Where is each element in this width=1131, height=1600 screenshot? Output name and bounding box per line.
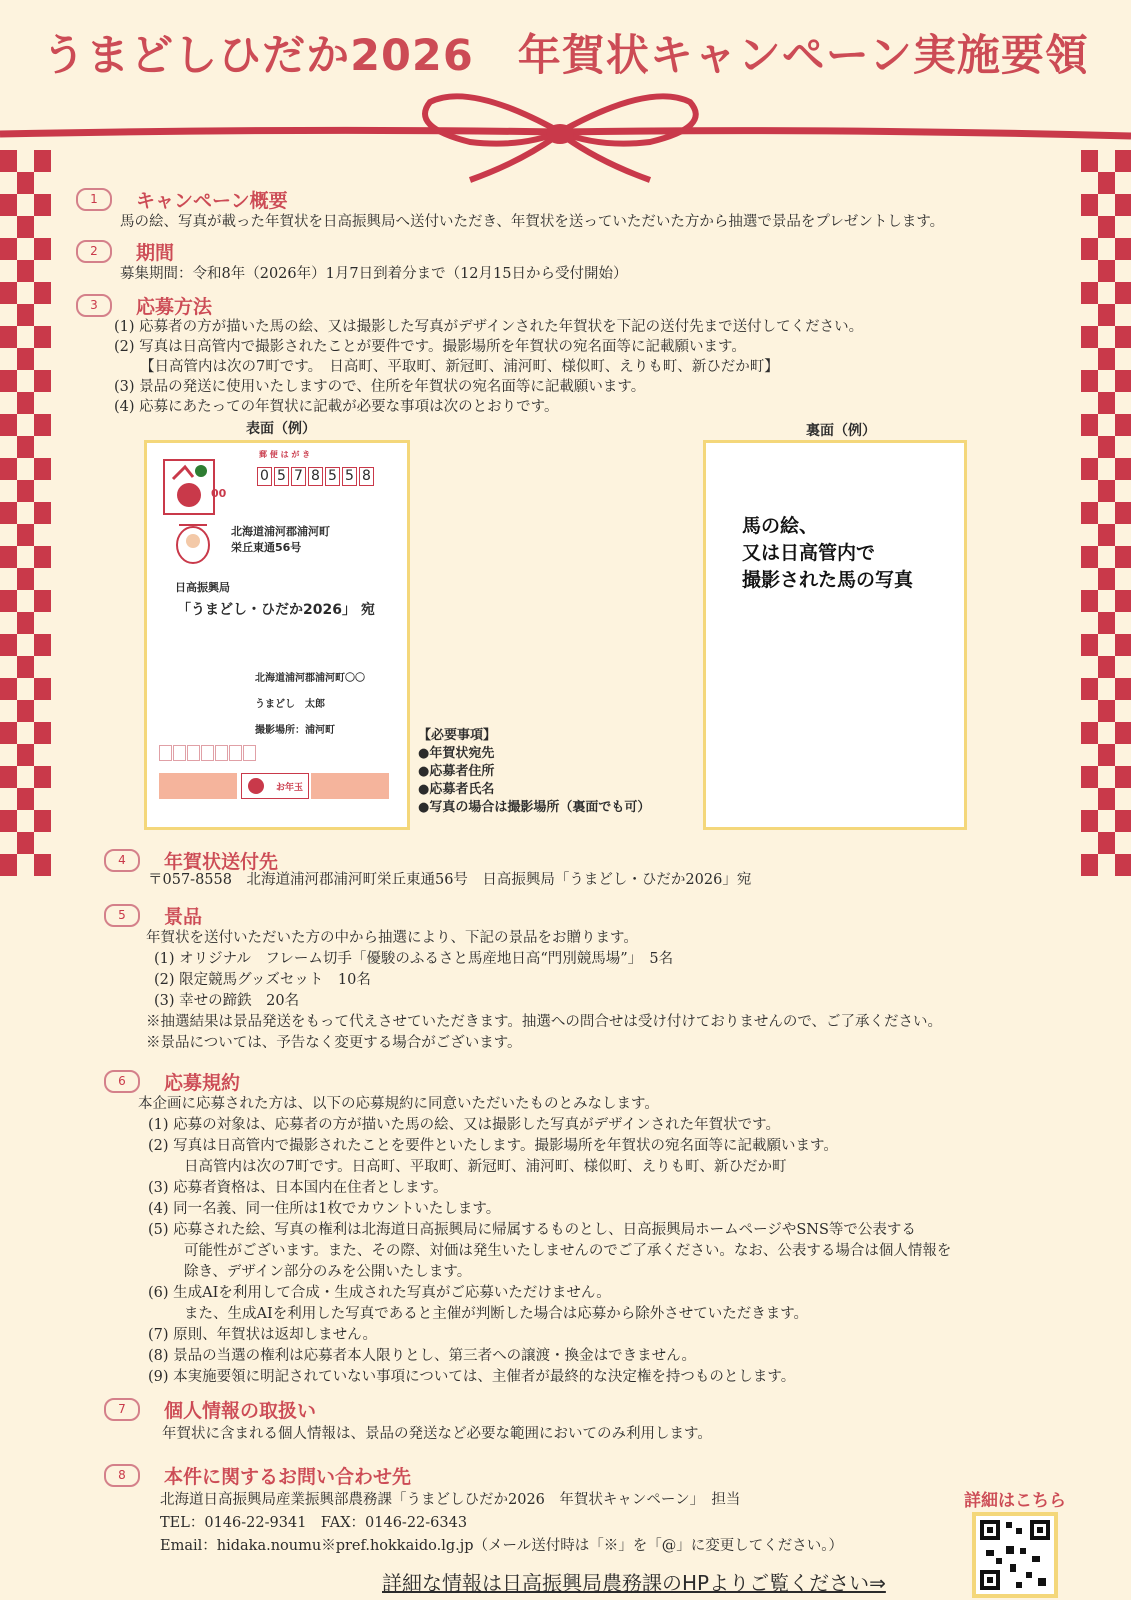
checker-square [1098, 216, 1115, 238]
checker-square [1081, 238, 1098, 260]
postal-digit: 0 [257, 467, 272, 486]
front-postcard-example [144, 440, 410, 830]
section-3-line: (2) 写真は日高管内で撮影されたことが要件です。撮影場所を年賀状の宛名面等に記載願います。 [114, 339, 746, 355]
left-checker-border [0, 150, 52, 1600]
contact-department: 北海道日高振興局産業振興部農務課「うまどしひだか2026 年賀状キャンペーン」 担当 [160, 1492, 741, 1508]
checker-square [1098, 744, 1115, 766]
checker-square [0, 150, 17, 172]
section-6-line: 本企画に応募された方は、以下の応募規約に同意いただいたものとみなします。 [138, 1096, 659, 1112]
checker-square [1098, 788, 1115, 810]
required-item: ●写真の場合は撮影場所（裏面でも可） [418, 800, 651, 815]
qr-code[interactable] [972, 1512, 1058, 1598]
checker-square [1115, 634, 1131, 656]
section-number-badge: 4 [104, 849, 140, 872]
checker-square [1098, 480, 1115, 502]
checker-square [0, 546, 17, 568]
checker-square [34, 150, 51, 172]
section-5-line: (1) オリジナル フレーム切手「優駿のふるさと馬産地日高“門別競馬場”」 5名 [154, 951, 674, 967]
checker-square [17, 656, 34, 678]
page-title: うまどしひだか2026 年賀状キャンペーン実施要領 [42, 31, 1089, 81]
section-3-heading [76, 292, 212, 319]
section-6-line: (2) 写真は日高管内で撮影されたことを要件といたします。撮影場所を年賀状の宛名面等に記載願います。 [148, 1138, 838, 1154]
checker-square [1098, 612, 1115, 634]
checker-square [1115, 194, 1131, 216]
checker-square [17, 260, 34, 282]
contact-email[interactable]: Email：hidaka.noumu※pref.hokkaido.lg.jp（メール送付時は「※」を「@」に変更してください。） [160, 1538, 843, 1554]
required-title: 【必要事項】 [418, 728, 497, 743]
checker-square [1115, 590, 1131, 612]
qr-label: 詳細はこちら [964, 1491, 1066, 1511]
checker-square [0, 238, 17, 260]
postal-code-boxes [257, 465, 376, 486]
checker-square [1081, 150, 1098, 172]
section-6-line: (3) 応募者資格は、日本国内在住者とします。 [148, 1180, 448, 1196]
section-7-text: 年賀状に含まれる個人情報は、景品の発送など必要な範囲においてのみ利用します。 [162, 1426, 712, 1442]
section-6-line: 除き、デザイン部分のみを公開いたします。 [184, 1264, 472, 1280]
checker-square [17, 480, 34, 502]
lottery-stamp [241, 773, 309, 799]
checker-square [0, 502, 17, 524]
checker-square [17, 700, 34, 722]
back-card-line: 又は日高管内で [742, 542, 876, 564]
checker-square [17, 788, 34, 810]
checker-square [34, 634, 51, 656]
section-1-text: 馬の絵、写真が載った年賀状を日高振興局へ送付いただき、年賀状を送っていただいた方から抽選で景品をプレゼントします。 [120, 214, 945, 230]
section-3-line: 【日高管内は次の7町です。 日高町、平取町、新冠町、浦河町、様似町、えりも町、新ひだか町】 [140, 359, 779, 375]
checker-square [1115, 854, 1131, 876]
recipient-address-line: 栄丘東通56号 [231, 541, 302, 554]
checker-square [1115, 766, 1131, 788]
checker-square [0, 678, 17, 700]
section-8-heading [104, 1462, 411, 1489]
section-5-line: ※抽選結果は景品発送をもって代えさせていただきます。抽選への問合せは受け付けておりませんので、ご了承ください。 [146, 1014, 943, 1030]
back-card-label: 裏面（例） [806, 423, 876, 439]
section-4-text: 〒057-8558 北海道浦河郡浦河町栄丘東通56号 日高振興局「うまどし・ひだか2026」宛 [148, 872, 752, 888]
required-item: ●年賀状宛先 [418, 746, 495, 761]
checker-square [1081, 194, 1098, 216]
checker-square [34, 854, 51, 876]
checker-square [17, 568, 34, 590]
checker-square [1081, 546, 1098, 568]
footer-hp-link[interactable]: 詳細な情報は日高振興局農務課のHPよりご覧ください⇒ [382, 1571, 886, 1595]
back-postcard-example [703, 440, 967, 830]
checker-square [34, 370, 51, 392]
checker-square [17, 172, 34, 194]
required-item: ●応募者氏名 [418, 782, 495, 797]
checker-square [1115, 414, 1131, 436]
postal-digit: 5 [274, 467, 289, 486]
section-number-badge: 3 [76, 294, 112, 317]
recipient-name: 「うまどし・ひだか2026」 宛 [177, 602, 375, 618]
daruma-mascot-icon [173, 521, 213, 565]
sender-postal-boxes [159, 745, 257, 765]
checker-square [1081, 590, 1098, 612]
checker-square [1115, 810, 1131, 832]
daruma-small-icon [246, 777, 266, 795]
checker-square [1115, 678, 1131, 700]
contact-phone-fax: TEL：0146-22-9341 FAX：0146-22-6343 [160, 1515, 468, 1531]
checker-square [1098, 260, 1115, 282]
postal-digit: 7 [291, 467, 306, 486]
checker-square [0, 722, 17, 744]
checker-square [1115, 326, 1131, 348]
checker-square [1115, 546, 1131, 568]
section-2-text: 募集期間：令和8年（2026年）1月7日到着分まで（12月15日から受付開始） [120, 266, 628, 282]
checker-square [1098, 348, 1115, 370]
checker-square [0, 282, 17, 304]
checker-square [17, 392, 34, 414]
postal-digit: 5 [325, 467, 340, 486]
checker-square [34, 458, 51, 480]
checker-square [0, 458, 17, 480]
checker-square [1081, 370, 1098, 392]
horse-stamp-illustration-icon [163, 459, 215, 515]
checker-square [34, 722, 51, 744]
section-3-line: (4) 応募にあたっての年賀状に記載が必要な事項は次のとおりです。 [114, 399, 559, 415]
checker-square [1098, 172, 1115, 194]
section-number-badge: 6 [104, 1070, 140, 1093]
section-5-heading [104, 902, 202, 929]
sender-name: うまどし 太郎 [255, 699, 325, 710]
checker-square [1115, 238, 1131, 260]
checker-square [1098, 832, 1115, 854]
section-6-line: 可能性がございます。また、その際、対価は発生いたしませんのでご了承ください。なお、公表する場合は個人情報を [184, 1243, 952, 1259]
checker-square [1081, 722, 1098, 744]
required-item: ●応募者住所 [418, 764, 495, 779]
section-number-badge: 1 [76, 188, 112, 211]
back-card-line: 馬の絵、 [742, 515, 819, 537]
checker-square [17, 216, 34, 238]
section-heading-text: キャンペーン概要 [136, 190, 288, 212]
checker-square [1081, 414, 1098, 436]
checker-square [34, 282, 51, 304]
checker-square [0, 590, 17, 612]
checker-square [1098, 436, 1115, 458]
checker-square [34, 502, 51, 524]
checker-square [1081, 458, 1098, 480]
checker-square [17, 348, 34, 370]
section-5-line: 年賀状を送付いただいた方の中から抽選により、下記の景品をお贈ります。 [146, 930, 638, 946]
checker-square [1081, 502, 1098, 524]
checker-square [0, 766, 17, 788]
front-card-label: 表面（例） [246, 421, 316, 437]
ribbon-bow-decoration [0, 82, 1131, 192]
checker-square [34, 326, 51, 348]
section-6-line: 日高管内は次の7町です。日高町、平取町、新冠町、浦河町、様似町、えりも町、新ひだか町 [184, 1159, 787, 1175]
checker-square [34, 194, 51, 216]
section-1-heading [76, 186, 288, 213]
postal-digit: 5 [342, 467, 357, 486]
checker-square [0, 326, 17, 348]
lottery-bar-left [159, 773, 237, 799]
checker-square [17, 744, 34, 766]
checker-square [34, 414, 51, 436]
back-card-text [742, 513, 913, 594]
checker-square [34, 546, 51, 568]
lottery-text: お年玉 [276, 783, 304, 793]
checker-square [34, 766, 51, 788]
checker-square [1098, 304, 1115, 326]
checker-square [34, 590, 51, 612]
checker-square [0, 810, 17, 832]
checker-square [1115, 502, 1131, 524]
right-checker-border [1081, 150, 1131, 1600]
section-7-heading [104, 1396, 316, 1423]
checker-square [1081, 766, 1098, 788]
checker-square [0, 634, 17, 656]
checker-square [1115, 282, 1131, 304]
checker-square [34, 678, 51, 700]
section-6-line: (9) 本実施要領に明記されていない事項については、主催者が最終的な決定権を持つものとします。 [148, 1369, 796, 1385]
section-6-line: (1) 応募の対象は、応募者の方が描いた馬の絵、又は撮影した写真がデザインされた年賀状です。 [148, 1117, 780, 1133]
section-6-line: また、生成AIを利用した写真であると主催が判断した場合は応募から除外させていただきます。 [184, 1306, 809, 1322]
section-number-badge: 8 [104, 1464, 140, 1487]
section-5-line: ※景品については、予告なく変更する場合がございます。 [146, 1035, 522, 1051]
checker-square [34, 238, 51, 260]
checker-square [1115, 458, 1131, 480]
checker-square [1081, 854, 1098, 876]
lottery-bar-right [311, 773, 389, 799]
checker-square [0, 370, 17, 392]
checker-square [17, 436, 34, 458]
section-heading-text: 景品 [164, 906, 203, 928]
photo-location: 撮影場所：浦河町 [255, 725, 335, 736]
section-heading-text: 応募方法 [136, 296, 213, 318]
checker-square [17, 832, 34, 854]
checker-square [1081, 282, 1098, 304]
section-heading-text: 本件に関するお問い合わせ先 [164, 1466, 412, 1488]
postal-digit: 8 [359, 467, 374, 486]
section-6-line: (6) 生成AIを利用して合成・生成された写真がご応募いただけません。 [148, 1285, 611, 1301]
checker-square [1081, 810, 1098, 832]
checker-square [1098, 700, 1115, 722]
checker-square [1081, 678, 1098, 700]
postcard-mark: 郵 便 は が き [259, 450, 311, 459]
section-5-line: (2) 限定競馬グッズセット 10名 [154, 972, 371, 988]
section-6-line: (4) 同一名義、同一住所は1枚でカウントいたします。 [148, 1201, 501, 1217]
checker-square [17, 612, 34, 634]
checker-square [1098, 568, 1115, 590]
section-2-heading [76, 238, 174, 265]
checker-square [0, 854, 17, 876]
checker-square [34, 810, 51, 832]
checker-square [17, 524, 34, 546]
checker-square [0, 414, 17, 436]
recipient-org: 日高振興局 [175, 581, 230, 594]
checker-square [1115, 722, 1131, 744]
postal-digit: 8 [308, 467, 323, 486]
section-heading-text: 応募規約 [164, 1072, 241, 1094]
section-5-line: (3) 幸せの蹄鉄 20名 [154, 993, 300, 1009]
checker-square [1081, 326, 1098, 348]
required-items-list [418, 727, 650, 817]
section-number-badge: 7 [104, 1398, 140, 1421]
section-heading-text: 期間 [136, 242, 175, 264]
checker-square [1115, 150, 1131, 172]
recipient-address-line: 北海道浦河郡浦河町 [231, 525, 330, 538]
section-6-heading [104, 1068, 240, 1095]
qr-code-icon [976, 1516, 1054, 1594]
checker-square [1098, 392, 1115, 414]
section-heading-text: 年賀状送付先 [164, 851, 279, 873]
section-3-line: (1) 応募者の方が描いた馬の絵、又は撮影した写真がデザインされた年賀状を下記の送付先まで送付してください。 [114, 319, 864, 335]
checker-square [0, 194, 17, 216]
section-number-badge: 2 [76, 240, 112, 263]
stamp-value-text: 00 [211, 487, 227, 500]
checker-square [1081, 634, 1098, 656]
section-number-badge: 5 [104, 904, 140, 927]
section-6-line: (5) 応募された絵、写真の権利は北海道日高振興局に帰属するものとし、日高振興局ホームページやSNS等で公表する [148, 1222, 916, 1238]
section-6-line: (8) 景品の当選の権利は応募者本人限りとし、第三者への譲渡・換金はできません。 [148, 1348, 697, 1364]
checker-square [1098, 524, 1115, 546]
section-6-line: (7) 原則、年賀状は返却しません。 [148, 1327, 378, 1343]
checker-square [1098, 656, 1115, 678]
checker-square [1115, 370, 1131, 392]
sender-address: 北海道浦河郡浦河町〇〇 [255, 673, 365, 684]
section-3-line: (3) 景品の発送に使用いたしますので、住所を年賀状の宛名面等に記載願います。 [114, 379, 646, 395]
section-heading-text: 個人情報の取扱い [164, 1400, 317, 1422]
back-card-line: 撮影された馬の写真 [742, 569, 914, 591]
checker-square [17, 304, 34, 326]
